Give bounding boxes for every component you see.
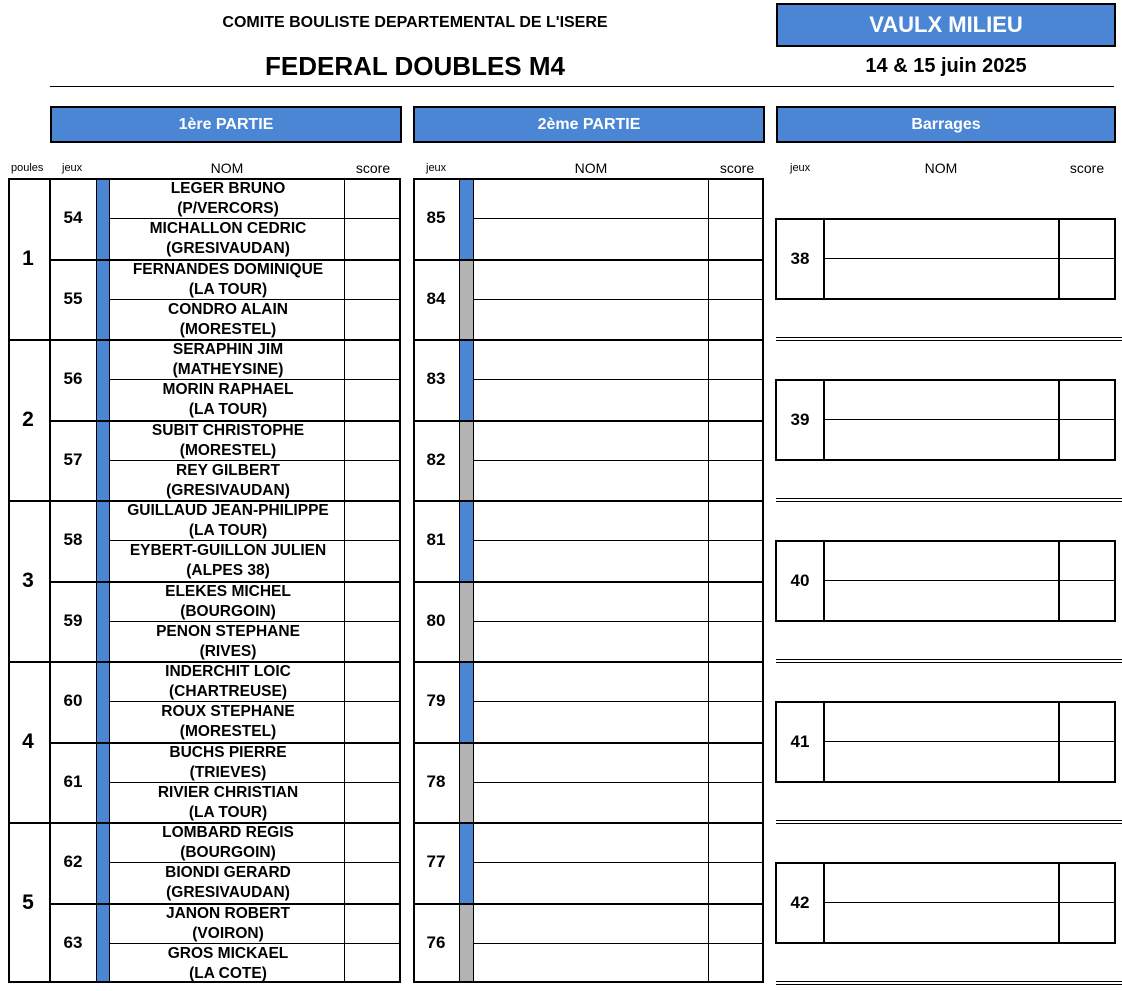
barrage-score-divider [1058, 540, 1060, 622]
team-name: PENON STEPHANE [156, 622, 300, 640]
second-round-game-number: 77 [426, 852, 446, 872]
game-border [413, 742, 763, 744]
game-border [50, 903, 401, 905]
score-row-line [345, 621, 401, 622]
team-club: (LA TOUR) [188, 803, 268, 821]
barrage-score-divider [1058, 862, 1060, 944]
barrage-score-divider [1058, 379, 1060, 461]
winner-stripe [460, 661, 473, 742]
row-line [110, 299, 345, 300]
barrage-row-line [823, 902, 1116, 903]
event-date: 14 & 15 juin 2025 [865, 55, 1027, 77]
game-number: 60 [63, 691, 83, 711]
col-header-jeux-1: jeux [62, 162, 83, 174]
header-divider [50, 86, 1114, 87]
barrage-game-number: 38 [790, 249, 810, 268]
row-line [474, 218, 763, 219]
poule-border [413, 500, 763, 502]
team-name: ELEKES MICHEL [165, 582, 291, 600]
team-club: (LA TOUR) [188, 280, 268, 298]
table-right-edge [399, 178, 401, 983]
barrage-sep [776, 662, 1122, 663]
team-club: (MORESTEL) [179, 441, 277, 459]
barrage-divider [823, 701, 825, 783]
team-club: (GRESIVAUDAN) [166, 240, 290, 258]
row-line [110, 218, 345, 219]
row-line [474, 782, 763, 783]
game-border [413, 259, 763, 261]
barrage-sep [776, 984, 1122, 985]
barrage-sep [776, 820, 1122, 821]
team-name: GROS MICKAEL [167, 944, 289, 962]
barrage-box [775, 862, 1116, 944]
poule-border [8, 822, 401, 824]
game-number: 54 [63, 208, 83, 228]
col-header-poules: poules [11, 162, 44, 174]
team-club: (GRESIVAUDAN) [166, 884, 290, 902]
row-line [474, 701, 763, 702]
row-line [110, 701, 345, 702]
team-club: (GRESIVAUDAN) [166, 481, 290, 499]
poule-number: 3 [22, 568, 34, 592]
second-round-game-number: 83 [426, 369, 446, 389]
game-number: 61 [63, 771, 83, 791]
poule-border [413, 661, 763, 663]
poule-number: 2 [22, 407, 34, 431]
row-line [474, 943, 763, 944]
barrage-sep [776, 981, 1122, 982]
team-name: LEGER BRUNO [170, 180, 286, 197]
second-round-game-number: 82 [426, 449, 446, 469]
team-name: GUILLAUD JEAN-PHILIPPE [127, 502, 329, 519]
team-club: (MATHEYSINE) [172, 361, 284, 378]
score-col-divider [344, 178, 345, 983]
loser-stripe [460, 259, 473, 340]
barrage-box [775, 701, 1116, 783]
barrage-sep [776, 340, 1122, 341]
loser-stripe [460, 903, 473, 984]
second-round-game-number: 84 [426, 288, 446, 308]
organisation-name: COMITE BOULISTE DEPARTEMENTAL DE L'ISERE [222, 14, 608, 31]
team-name: SUBIT CHRISTOPHE [151, 421, 305, 439]
team-club: (LA COTE) [189, 964, 267, 982]
second-round-game-number: 76 [426, 932, 446, 952]
table-bottom [413, 981, 763, 983]
game-number: 62 [63, 852, 83, 872]
loser-stripe [460, 742, 473, 823]
barrage-row-line [823, 419, 1116, 420]
team-club: (P/VERCORS) [177, 200, 279, 217]
row-line [474, 862, 763, 863]
poule-border [8, 178, 401, 180]
barrage-divider [823, 862, 825, 944]
team-club: (MORESTEL) [179, 723, 277, 741]
jeux-col-divider [96, 178, 97, 983]
team-name: FERNANDES DOMINIQUE [132, 260, 324, 278]
barrage-box [775, 218, 1116, 300]
barrage-game-number: 41 [790, 732, 810, 751]
score-row-line [345, 218, 401, 219]
row-line [474, 299, 763, 300]
winner-stripe [460, 178, 473, 259]
team-club: (LA TOUR) [188, 401, 268, 419]
barrage-box [775, 540, 1116, 622]
second-round-game-number: 81 [426, 530, 446, 550]
second-round-game-number: 85 [426, 208, 446, 228]
barrage-game-number: 40 [790, 571, 810, 590]
game-border [413, 581, 763, 583]
team-name: BIONDI GERARD [165, 864, 291, 882]
game-border [413, 420, 763, 422]
score-row-line [345, 943, 401, 944]
team-club: (CHARTREUSE) [169, 683, 287, 700]
team-club: (RIVES) [199, 642, 257, 660]
jeux-col-divider [459, 178, 460, 983]
loser-stripe [460, 581, 473, 662]
winner-stripe [460, 500, 473, 581]
barrage-divider [823, 379, 825, 461]
col-header-nom-1: NOM [210, 160, 244, 176]
row-line [110, 379, 345, 380]
section-first-round: 1ère PARTIE [50, 106, 402, 143]
second-round-game-number: 78 [426, 771, 446, 791]
row-line [474, 621, 763, 622]
barrage-sep [776, 659, 1122, 660]
game-number: 63 [63, 932, 83, 952]
barrage-divider [823, 218, 825, 300]
barrage-row-line [823, 741, 1116, 742]
poule-border [8, 500, 401, 502]
score-row-line [345, 460, 401, 461]
second-round-game-number: 80 [426, 610, 446, 630]
team-name: INDERCHIT LOIC [165, 663, 291, 680]
game-border [413, 903, 763, 905]
team-name: JANON ROBERT [165, 904, 290, 922]
stripe-divider [109, 178, 110, 983]
table-right-edge [762, 178, 764, 983]
barrage-divider [823, 540, 825, 622]
col-header-nom-3: NOM [924, 160, 958, 176]
team-club: (LA TOUR) [188, 522, 268, 539]
barrage-row-line [823, 580, 1116, 581]
score-row-line [345, 701, 401, 702]
score-row-line [345, 299, 401, 300]
team-name: SERAPHIN JIM [172, 341, 284, 358]
section-barrages: Barrages [776, 106, 1116, 143]
poule-number: 1 [22, 246, 34, 270]
team-name: RIVIER CHRISTIAN [157, 783, 299, 801]
poule-border [413, 178, 763, 180]
barrage-box [775, 379, 1116, 461]
col-header-score-3: score [1069, 160, 1105, 176]
poule-border [8, 339, 401, 341]
game-border [50, 742, 401, 744]
col-header-jeux-2: jeux [426, 162, 447, 174]
winner-stripe [460, 822, 473, 903]
row-line [474, 379, 763, 380]
team-club: (VOIRON) [192, 924, 264, 942]
barrage-score-divider [1058, 218, 1060, 300]
team-name: LOMBARD REGIS [162, 824, 294, 841]
poule-border [413, 339, 763, 341]
team-club: (MORESTEL) [179, 320, 277, 338]
row-line [110, 540, 345, 541]
barrage-game-number: 39 [790, 410, 810, 429]
poule-number: 4 [22, 729, 34, 753]
game-border [50, 420, 401, 422]
row-line [110, 943, 345, 944]
barrage-sep [776, 501, 1122, 502]
winner-stripe [460, 339, 473, 420]
team-name: BUCHS PIERRE [169, 743, 287, 761]
barrage-sep [776, 498, 1122, 499]
score-row-line [345, 540, 401, 541]
poule-col-divider [49, 178, 51, 983]
team-club: (ALPES 38) [186, 562, 270, 580]
game-number: 56 [63, 369, 83, 389]
barrage-sep [776, 337, 1122, 338]
row-line [110, 862, 345, 863]
table-left-edge [413, 178, 415, 983]
team-name: REY GILBERT [176, 461, 280, 479]
team-club: (BOURGOIN) [180, 602, 276, 620]
barrage-score-divider [1058, 701, 1060, 783]
score-row-line [345, 379, 401, 380]
row-line [110, 782, 345, 783]
game-number: 55 [63, 288, 83, 308]
loser-stripe [460, 420, 473, 501]
team-name: MORIN RAPHAEL [162, 381, 294, 399]
page-title: FEDERAL DOUBLES M4 [265, 51, 565, 81]
section-second-round: 2ème PARTIE [413, 106, 765, 143]
team-club: (BOURGOIN) [180, 844, 276, 861]
col-header-score-1: score [355, 160, 391, 176]
row-line [474, 460, 763, 461]
score-row-line [345, 862, 401, 863]
score-row-line [345, 782, 401, 783]
row-line [110, 621, 345, 622]
venue-banner: VAULX MILIEU [776, 3, 1116, 47]
team-name: EYBERT-GUILLON JULIEN [129, 542, 327, 560]
second-round-game-number: 79 [426, 691, 446, 711]
game-number: 59 [63, 610, 83, 630]
table-left-edge [8, 178, 10, 983]
row-line [110, 460, 345, 461]
team-name: ROUX STEPHANE [161, 703, 295, 721]
game-number: 57 [63, 449, 83, 469]
game-border [50, 259, 401, 261]
stripe-divider [473, 178, 474, 983]
table-bottom [8, 981, 401, 983]
col-header-nom-2: NOM [574, 160, 608, 176]
game-border [50, 581, 401, 583]
barrage-game-number: 42 [790, 893, 810, 912]
barrage-row-line [823, 258, 1116, 259]
col-header-jeux-3: jeux [790, 162, 811, 174]
poule-border [8, 661, 401, 663]
row-line [474, 540, 763, 541]
team-name: CONDRO ALAIN [168, 300, 288, 318]
poule-number: 5 [22, 890, 34, 914]
barrage-sep [776, 823, 1122, 824]
poule-border [413, 822, 763, 824]
col-header-score-2: score [719, 160, 755, 176]
team-name: MICHALLON CEDRIC [149, 220, 307, 238]
game-number: 58 [63, 530, 83, 550]
team-club: (TRIEVES) [189, 763, 267, 781]
score-col-divider [708, 178, 709, 983]
